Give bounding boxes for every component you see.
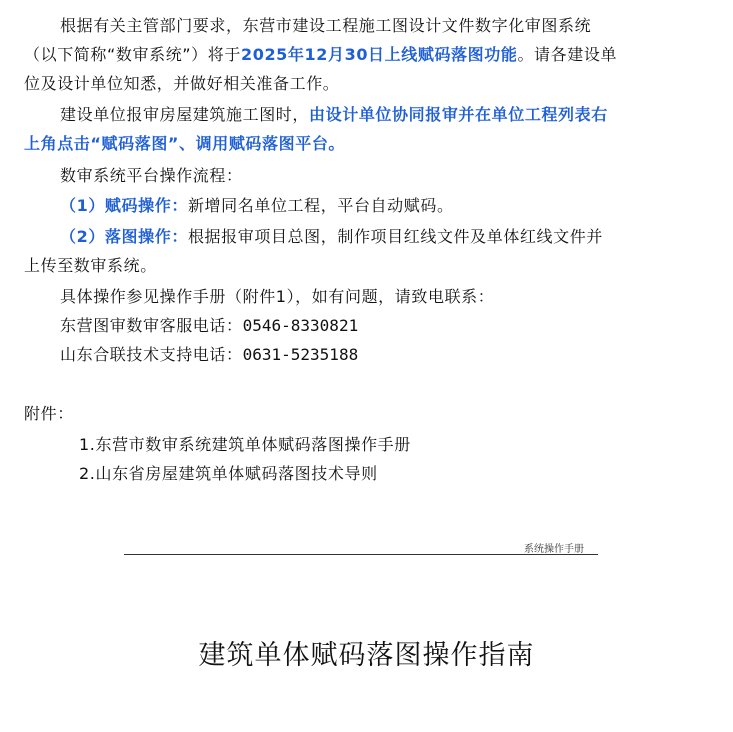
hotline-2-label: 山东合联技术支持电话： bbox=[60, 345, 243, 364]
instruction-highlight: 由设计单位协同报审并在单位工程列表右 bbox=[309, 105, 608, 124]
hotline-2-number: 0631-5235188 bbox=[242, 345, 359, 364]
hotline-1-number: 0546-8330821 bbox=[242, 316, 359, 335]
notice-paragraph-2-line-2 bbox=[24, 133, 714, 155]
step-1-text: 新增同名单位工程，平台自动赋码。 bbox=[187, 196, 454, 215]
notice-text: 建设单位报审房屋建筑施工图时， bbox=[60, 105, 310, 124]
notice-text: 根据有关主管部门要求，东营市建设工程施工图设计文件数字化审图系统 bbox=[60, 16, 592, 35]
notice-text: 。请各建设单 bbox=[517, 45, 618, 64]
step-1-label: （1）赋码操作： bbox=[60, 196, 188, 215]
attachment-item-text: 2.山东省房屋建筑单体赋码落图技术导则 bbox=[79, 464, 378, 483]
flow-title-text: 数审系统平台操作流程： bbox=[60, 166, 243, 185]
attachment-item-2 bbox=[24, 463, 733, 485]
flow-title bbox=[24, 165, 733, 187]
notice-paragraph-1-line-1 bbox=[24, 15, 733, 37]
step-2-text: 上传至数审系统。 bbox=[24, 256, 157, 275]
notice-text: （以下简称“数审系统”）将于 bbox=[24, 45, 241, 64]
step-2-text: 根据报审项目总图，制作项目红线文件及单体红线文件并 bbox=[187, 227, 603, 246]
instruction-highlight: 上角点击“赋码落图”、调用赋码落图平台。 bbox=[24, 134, 346, 153]
hotline-1 bbox=[24, 315, 733, 337]
manual-header-label: 系统操作手册 bbox=[524, 544, 584, 555]
attachment-item-text: 1.东营市数审系统建筑单体赋码落图操作手册 bbox=[79, 435, 411, 454]
hotline-1-label: 东营图审数审客服电话： bbox=[60, 316, 243, 335]
notice-text: 位及设计单位知悉，并做好相关准备工作。 bbox=[24, 74, 340, 93]
manual-reference bbox=[24, 286, 733, 308]
step-2-label: （2）落图操作： bbox=[60, 227, 188, 246]
notice-paragraph-2-line-1 bbox=[24, 104, 733, 126]
guide-title: 建筑单体赋码落图操作指南 bbox=[198, 640, 535, 671]
notice-paragraph-1-line-2 bbox=[24, 44, 714, 66]
header-rule bbox=[124, 554, 598, 555]
step-2-continuation bbox=[24, 255, 714, 277]
hotline-2 bbox=[24, 344, 733, 366]
notice-paragraph-1-line-3 bbox=[24, 73, 714, 95]
step-2 bbox=[24, 226, 733, 248]
manual-reference-text: 具体操作参见操作手册（附件1），如有问题，请致电联系： bbox=[60, 287, 495, 306]
attachments-label-text: 附件： bbox=[24, 404, 74, 423]
launch-date-highlight: 2025年12月30日上线赋码落图功能 bbox=[240, 45, 518, 64]
step-1 bbox=[24, 195, 733, 217]
attachment-item-1 bbox=[24, 434, 733, 456]
attachments-label bbox=[24, 403, 714, 425]
